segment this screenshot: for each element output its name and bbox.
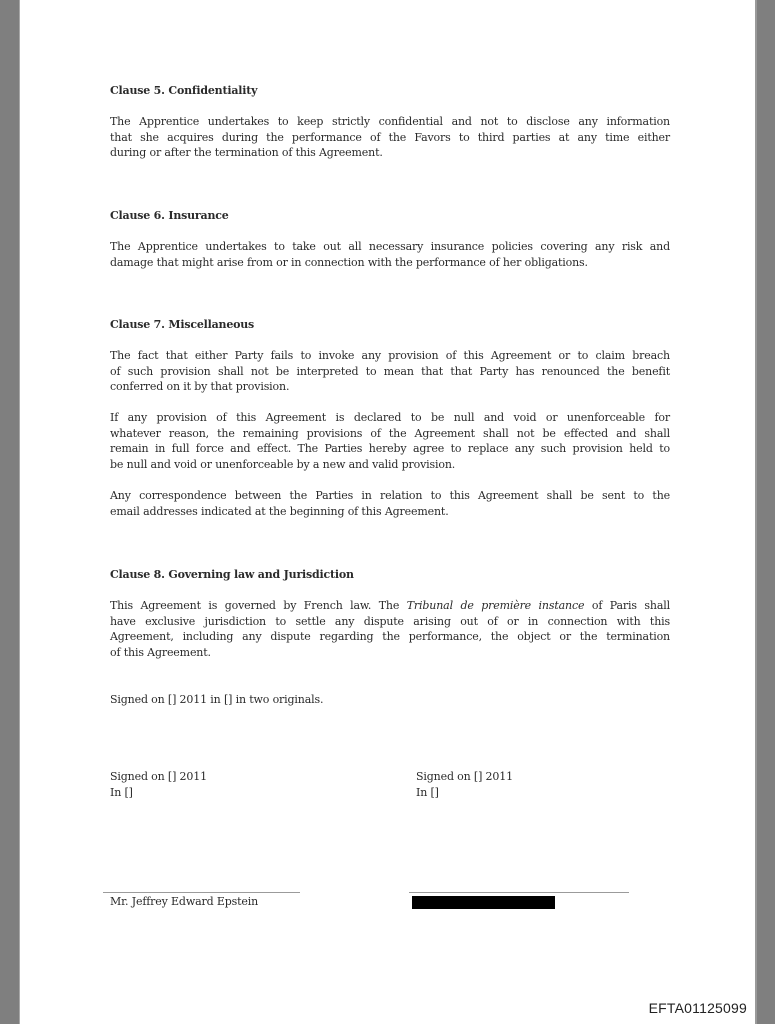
clause-7-heading: Clause 7. Miscellaneous	[110, 318, 255, 331]
italic-court-name: Tribunal de première instance	[406, 599, 585, 612]
text-segment: of Paris shall	[584, 599, 670, 612]
text-line: The Apprentice undertakes to keep strictly confidential and not to disclose any information	[110, 115, 670, 128]
text-line: If any provision of this Agreement is declared to be null and void or unenforceable for	[110, 411, 670, 424]
text-line: whatever reason, the remaining provisions of the Agreement shall not be effected and shall	[110, 426, 670, 440]
clause-5-heading: Clause 5. Confidentiality	[110, 84, 258, 97]
text-segment: This Agreement is governed by French law. The	[110, 599, 407, 612]
text-line: be null and void or unenforceable by a new and valid provision.	[110, 457, 456, 471]
place-left: In []	[110, 785, 133, 799]
clause-7-paragraph-1	[110, 348, 670, 395]
text-line: of such provision shall not be interpreted to mean that that Party has renounced the benefit	[110, 364, 670, 378]
signature-line-right	[409, 892, 629, 893]
text-line: email addresses indicated at the beginning of this Agreement.	[110, 504, 449, 518]
clause-8-paragraph	[110, 598, 670, 660]
text-line: Any correspondence between the Parties in relation to this Agreement shall be sent to the	[110, 489, 670, 502]
page-edge-left	[19, 0, 20, 1024]
signature-line-left	[103, 892, 300, 893]
page-edge-right	[755, 0, 757, 1024]
signed-on-left: Signed on [] 2011	[110, 770, 207, 783]
signature-block-right	[416, 769, 513, 800]
text-line	[110, 598, 670, 614]
text-line: Agreement, including any dispute regarding the performance, the object or the termination	[110, 630, 670, 643]
clause-7-paragraph-3	[110, 488, 670, 519]
place-right: In []	[416, 785, 439, 799]
text-line: The Apprentice undertakes to take out all necessary insurance policies covering any risk and	[110, 240, 670, 253]
clause-7-paragraph-2	[110, 410, 670, 472]
text-line: that she acquires during the performance of the Favors to third parties at any time either	[110, 130, 670, 144]
signatory-name-left: Mr. Jeffrey Edward Epstein	[110, 895, 259, 908]
text-line: The fact that either Party fails to invoke any provision of this Agreement or to claim breach	[110, 349, 670, 362]
text-line: remain in full force and effect. The Parties hereby agree to replace any such provision held to	[110, 442, 670, 455]
text-line: conferred on it by that provision.	[110, 380, 290, 393]
text-line: during or after the termination of this Agreement.	[110, 146, 383, 159]
bates-number: EFTA01125099	[648, 1000, 747, 1016]
text-line: damage that might arise from or in connection with the performance of her obligations.	[110, 255, 588, 269]
signed-statement: Signed on [] 2011 in [] in two originals.	[110, 693, 324, 706]
signature-block-left	[110, 769, 207, 800]
clause-6-heading: Clause 6. Insurance	[110, 209, 229, 222]
signed-on-right: Signed on [] 2011	[416, 770, 513, 783]
text-line: of this Agreement.	[110, 645, 211, 659]
clause-6-paragraph	[110, 239, 670, 270]
clause-5-paragraph	[110, 114, 670, 161]
clause-8-heading: Clause 8. Governing law and Jurisdiction	[110, 568, 354, 581]
text-line: have exclusive jurisdiction to settle any dispute arising out of or in connection with this	[110, 614, 670, 628]
redacted-signatory-name	[412, 896, 555, 909]
